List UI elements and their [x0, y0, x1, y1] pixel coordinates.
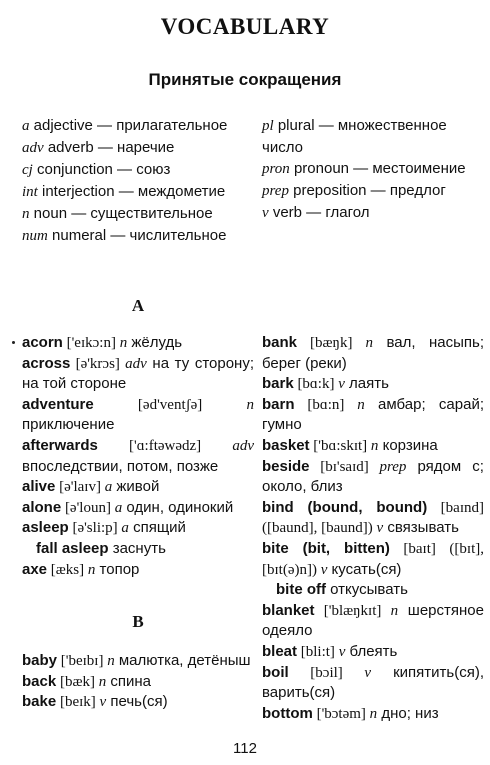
headword: beside: [262, 457, 310, 475]
transcription: ['eɪkɔ:n]: [62, 335, 120, 351]
part-of-speech: v: [376, 520, 384, 537]
abbreviation-key: int: [22, 184, 38, 200]
transcription: [beɪk]: [56, 694, 100, 711]
dictionary-entry: [22, 518, 254, 539]
part-of-speech: n: [246, 396, 254, 413]
abbreviation-text: adjective — прилагательное: [29, 117, 228, 134]
abbreviation-row: [262, 115, 484, 158]
part-of-speech: a: [104, 479, 113, 496]
definition: топор: [95, 560, 140, 578]
dictionary-entry: [22, 672, 254, 693]
transcription: ['bɑ:skɪt]: [309, 437, 371, 454]
left-column-a: [22, 333, 254, 580]
part-of-speech: n: [390, 602, 399, 619]
dictionary-entry: [262, 539, 484, 580]
abbreviation-key: num: [22, 228, 48, 244]
definition: один, одинокий: [122, 498, 234, 516]
headword: acorn: [22, 334, 63, 351]
transcription: ['blæŋkɪt]: [314, 602, 391, 619]
part-of-speech: v: [364, 664, 372, 681]
part-of-speech: n: [87, 561, 96, 578]
dictionary-entry: [22, 333, 254, 354]
dictionary-entry: [22, 651, 254, 672]
abbreviation-text: conjunction — союз: [32, 161, 171, 178]
transcription: [əd'ventʃə]: [93, 396, 247, 413]
definition: приключение: [22, 416, 115, 434]
abbreviation-row: [22, 115, 262, 137]
part-of-speech: v: [99, 694, 107, 711]
dictionary-entry: [262, 333, 484, 374]
headword: asleep: [22, 519, 69, 537]
part-of-speech: n: [357, 396, 365, 413]
transcription: [bæŋk]: [297, 335, 366, 351]
abbreviation-text: preposition — предлог: [288, 182, 446, 199]
definition: откусывать: [326, 581, 408, 599]
headword: basket: [262, 436, 310, 454]
part-of-speech: a: [114, 499, 123, 516]
dictionary-entry: [22, 436, 254, 477]
abbreviation-key: cj: [22, 162, 33, 178]
definition: впоследствии, потом, позже: [22, 457, 219, 475]
definition: дно; низ: [377, 704, 439, 722]
abbreviation-key: v: [262, 205, 269, 221]
part-of-speech: prep: [379, 458, 407, 475]
definition: корзина: [378, 436, 438, 454]
transcription: [æks]: [47, 561, 88, 578]
dictionary-entry: [22, 477, 254, 498]
part-of-speech: v: [338, 376, 345, 393]
abbreviation-row: [262, 202, 484, 224]
headword: afterwards: [22, 436, 98, 454]
definition: жёлудь: [127, 334, 183, 351]
print-speck: [12, 341, 15, 344]
page-number: 112: [233, 740, 257, 757]
definition: связывать: [383, 519, 459, 537]
headword: alive: [22, 478, 56, 496]
transcription: [ə'sli:p]: [68, 520, 122, 537]
abbreviations-left-column: [22, 115, 262, 247]
part-of-speech: n: [98, 673, 107, 690]
transcription: [bɑ:n]: [294, 396, 358, 413]
headword: barn: [262, 395, 295, 413]
definition: печь(ся): [106, 693, 168, 711]
abbreviation-key: pron: [262, 161, 290, 177]
dictionary-entry: [262, 395, 484, 436]
dictionary-entry: [262, 704, 484, 725]
dictionary-entry: [262, 601, 484, 642]
abbreviation-row: [262, 180, 484, 202]
abbreviation-row: [262, 158, 484, 180]
abbreviation-key: adv: [22, 140, 44, 156]
part-of-speech: n: [369, 705, 378, 722]
dictionary-entry: [22, 354, 254, 395]
abbreviation-text: pronoun — местоимение: [289, 160, 466, 177]
abbreviation-text: noun — существительное: [29, 205, 213, 222]
right-column: [262, 333, 484, 724]
dictionary-entry: [22, 560, 254, 581]
definition: спина: [106, 672, 151, 690]
headword: bind (bound, bound): [262, 498, 428, 516]
transcription: [bli:t]: [297, 643, 339, 660]
part-of-speech: n: [119, 335, 128, 351]
abbreviations-right-column: [262, 115, 484, 224]
abbreviation-key: pl: [262, 118, 274, 134]
dictionary-entry: [262, 374, 484, 395]
definition: живой: [112, 478, 160, 496]
abbreviation-row: [22, 159, 262, 181]
headword: bank: [262, 334, 298, 351]
headword: alone: [22, 498, 62, 516]
transcription: ['bɔtəm]: [312, 705, 370, 722]
definition: спящий: [128, 519, 186, 537]
part-of-speech: n: [370, 437, 379, 454]
page-title: VOCABULARY: [160, 14, 330, 39]
abbreviation-row: [22, 225, 262, 247]
dictionary-entry: [262, 663, 484, 704]
transcription: [ə'loun]: [61, 499, 115, 516]
dictionary-entry: [262, 642, 484, 663]
abbreviation-row: [22, 181, 262, 203]
transcription: [bɪ'saɪd]: [309, 458, 380, 475]
transcription: [bɑ:k]: [293, 376, 339, 393]
headword: fall asleep: [36, 539, 109, 557]
abbreviation-text: adverb — наречие: [43, 139, 175, 156]
definition: блеять: [345, 642, 398, 660]
section-letter-a: A: [131, 296, 145, 315]
transcription: [baɪt] ([bɪt], [bɪt(ə)n]): [262, 540, 484, 578]
definition: кипятить(ся), варить(ся): [262, 663, 484, 702]
part-of-speech: adv: [125, 355, 147, 372]
part-of-speech: n: [365, 335, 374, 351]
abbreviation-row: [22, 137, 262, 159]
transcription: [bɔil]: [288, 664, 365, 681]
left-column-b: [22, 651, 254, 713]
abbreviation-key: n: [22, 206, 30, 222]
transcription: ['ɑ:ftəwədz]: [97, 437, 233, 454]
dictionary-entry: [22, 395, 254, 436]
transcription: [ə'krɔs]: [70, 355, 126, 372]
abbreviation-key: prep: [262, 183, 289, 199]
headword: across: [22, 354, 71, 372]
part-of-speech: v: [338, 643, 346, 660]
definition: шерстяное одеяло: [262, 601, 484, 640]
dictionary-entry: [262, 436, 484, 457]
abbreviation-key: a: [22, 118, 30, 134]
abbreviation-text: numeral — числительное: [47, 227, 227, 244]
headword: bake: [22, 693, 57, 711]
headword: bleat: [262, 642, 298, 660]
definition: лаять: [344, 375, 389, 393]
headword: axe: [22, 560, 48, 578]
definition: малютка, детёныш: [114, 652, 251, 669]
dictionary-subentry: [22, 539, 254, 560]
dictionary-entry: [22, 692, 254, 713]
part-of-speech: n: [107, 653, 115, 669]
transcription: ['beɪbɪ]: [57, 653, 108, 669]
part-of-speech: v: [320, 561, 328, 578]
definition: на ту сторону; на той стороне: [22, 354, 254, 393]
dictionary-entry: [22, 498, 254, 519]
part-of-speech: adv: [232, 437, 254, 454]
dictionary-subentry: [262, 580, 484, 601]
headword: boil: [262, 663, 289, 681]
dictionary-entry: [262, 457, 484, 498]
abbreviations-heading: Принятые сокращения: [148, 70, 342, 89]
definition: кусать(ся): [327, 560, 402, 578]
abbreviation-text: interjection — междометие: [37, 183, 226, 200]
transcription: [baɪnd] ([baund], [baund]): [262, 499, 484, 537]
transcription: [ə'laɪv]: [55, 479, 105, 496]
headword: blanket: [262, 601, 315, 619]
dictionary-entry: [262, 498, 484, 539]
transcription: [bæk]: [56, 673, 99, 690]
abbreviation-text: verb — глагол: [268, 204, 370, 221]
headword: bite (bit, bitten): [262, 539, 390, 557]
headword: adventure: [22, 395, 94, 413]
headword: back: [22, 672, 57, 690]
headword: baby: [22, 652, 58, 669]
abbreviation-text: plural — множественное число: [262, 117, 447, 156]
part-of-speech: a: [121, 520, 129, 537]
definition: заснуть: [108, 539, 166, 557]
headword: bark: [262, 375, 294, 393]
headword: bottom: [262, 704, 313, 722]
definition: рядом с; около, близ: [262, 457, 484, 496]
definition: вал, насыпь; берег (реки): [262, 334, 484, 372]
section-letter-b: B: [132, 612, 144, 631]
abbreviation-row: [22, 203, 262, 225]
definition: амбар; сарай; гумно: [262, 395, 484, 434]
headword: bite off: [276, 581, 326, 599]
